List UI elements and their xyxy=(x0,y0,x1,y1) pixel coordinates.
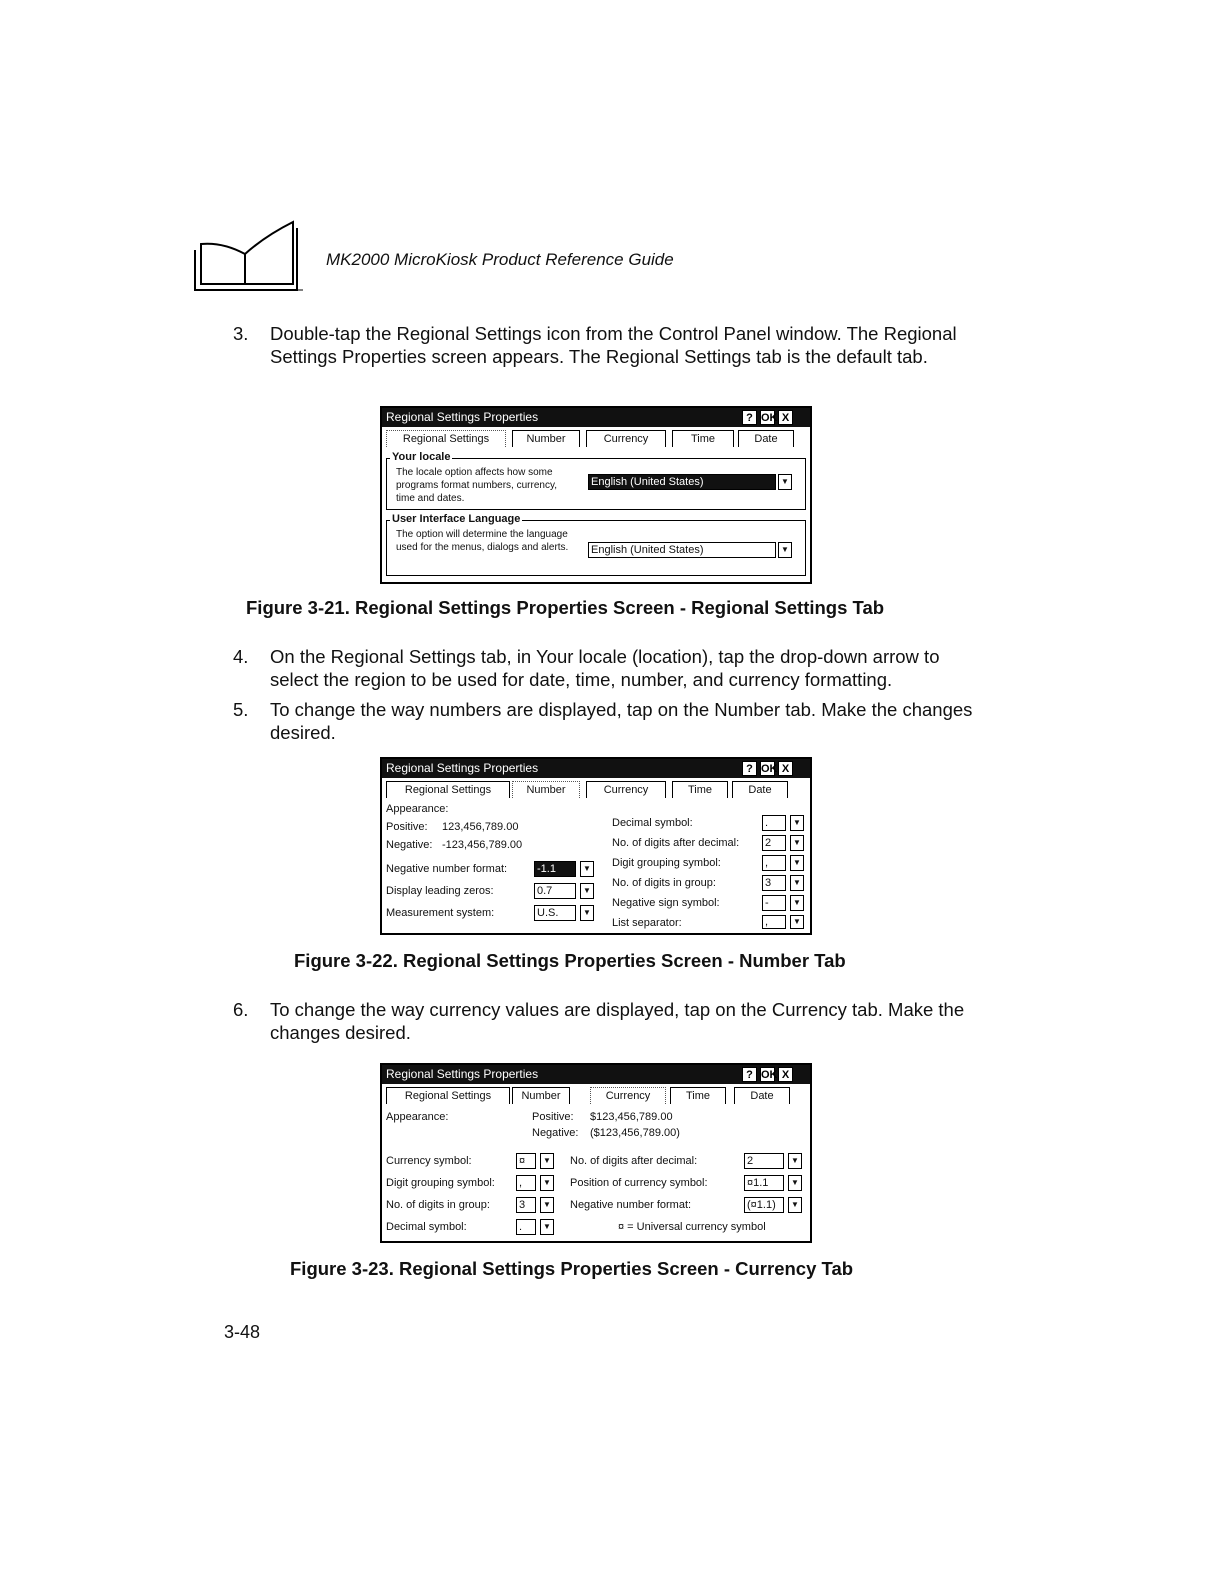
decimal-symbol-select[interactable]: . xyxy=(762,815,786,831)
chevron-down-icon[interactable]: ▼ xyxy=(540,1175,554,1191)
tab-currency[interactable]: Currency xyxy=(586,430,666,447)
ok-button[interactable]: OK xyxy=(761,412,778,424)
negative-number-format-label: Negative number format: xyxy=(386,863,508,875)
ui-language-select[interactable]: English (United States) xyxy=(588,542,776,558)
leading-zeros-label: Display leading zeros: xyxy=(386,885,494,897)
negative-sign-symbol-select[interactable]: - xyxy=(762,895,786,911)
step-4: 4. On the Regional Settings tab, in Your locale (location), tap the drop-down arrow to select the region to be used for date, time, number, and currency formatting. xyxy=(233,646,940,690)
chevron-down-icon[interactable]: ▼ xyxy=(540,1219,554,1235)
close-button[interactable]: X xyxy=(778,1067,793,1082)
chevron-down-icon[interactable]: ▼ xyxy=(790,875,804,891)
dialog-title: Regional Settings Properties xyxy=(386,761,539,775)
tab-time[interactable]: Time xyxy=(670,1087,726,1104)
leading-zeros-select[interactable]: 0.7 xyxy=(534,883,576,899)
help-button[interactable]: ? xyxy=(742,761,757,776)
list-separator-select[interactable]: , xyxy=(762,915,786,929)
locale-description: The locale option affects how some programs format numbers, currency, time and dates. xyxy=(396,467,557,504)
negative-value: -123,456,789.00 xyxy=(442,839,523,851)
chevron-down-icon[interactable]: ▼ xyxy=(778,474,792,490)
list-separator-label: List separator: xyxy=(612,917,682,929)
tab-time[interactable]: Time xyxy=(672,430,734,447)
digits-after-decimal-select[interactable]: 2 xyxy=(762,835,786,851)
chevron-down-icon[interactable]: ▼ xyxy=(540,1153,554,1169)
tab-currency[interactable]: Currency xyxy=(590,1087,666,1104)
tab-date[interactable]: Date xyxy=(734,1087,790,1104)
digit-grouping-symbol-select[interactable]: , xyxy=(516,1175,536,1191)
chevron-down-icon[interactable]: ▼ xyxy=(788,1153,802,1169)
your-locale-title: Your locale xyxy=(392,451,451,463)
currency-position-label: Position of currency symbol: xyxy=(570,1177,708,1189)
tab-regional-settings[interactable]: Regional Settings xyxy=(386,430,506,447)
negative-number-format-select[interactable]: (¤1.1) xyxy=(744,1197,784,1213)
decimal-symbol-select[interactable]: . xyxy=(516,1219,536,1235)
chevron-down-icon[interactable]: ▼ xyxy=(580,905,594,921)
tab-regional-settings[interactable]: Regional Settings xyxy=(386,1087,510,1104)
chevron-down-icon[interactable]: ▼ xyxy=(788,1175,802,1191)
close-button[interactable]: X xyxy=(778,410,793,425)
positive-value: 123,456,789.00 xyxy=(442,821,519,833)
chevron-down-icon[interactable]: ▼ xyxy=(778,542,792,558)
digits-after-decimal-select[interactable]: 2 xyxy=(744,1153,784,1169)
step-3: 3. Double-tap the Regional Settings icon from the Control Panel window. The Regional Settings Properties screen appears. The Regional Settings tab is the default tab. xyxy=(233,323,957,367)
ok-button[interactable]: OK xyxy=(761,1069,778,1081)
digits-in-group-label: No. of digits in group: xyxy=(612,877,716,889)
tab-number[interactable]: Number xyxy=(512,781,580,798)
chevron-down-icon[interactable]: ▼ xyxy=(790,855,804,871)
dialog-title: Regional Settings Properties xyxy=(386,1067,539,1081)
tab-regional-settings[interactable]: Regional Settings xyxy=(386,781,510,798)
step-6: 6. To change the way currency values are displayed, tap on the Currency tab. Make the changes desired. xyxy=(233,999,965,1043)
tab-number[interactable]: Number xyxy=(512,430,580,447)
negative-label: Negative: xyxy=(532,1127,579,1139)
measurement-system-label: Measurement system: xyxy=(386,907,495,919)
regional-settings-dialog-fig21 xyxy=(380,406,812,584)
close-button[interactable]: X xyxy=(778,761,793,776)
chevron-down-icon[interactable]: ▼ xyxy=(790,915,804,929)
chevron-down-icon[interactable]: ▼ xyxy=(540,1197,554,1213)
help-button[interactable]: ? xyxy=(742,1067,757,1082)
page-number: 3-48 xyxy=(224,1322,261,1342)
tab-time[interactable]: Time xyxy=(672,781,728,798)
negative-label: Negative: xyxy=(386,839,433,851)
decimal-symbol-label: Decimal symbol: xyxy=(612,817,693,829)
negative-value: ($123,456,789.00) xyxy=(590,1127,680,1139)
positive-label: Positive: xyxy=(386,821,428,833)
chevron-down-icon[interactable]: ▼ xyxy=(790,835,804,851)
digits-in-group-select[interactable]: 3 xyxy=(516,1197,536,1213)
digits-after-decimal-label: No. of digits after decimal: xyxy=(612,837,740,849)
positive-value: $123,456,789.00 xyxy=(590,1111,673,1123)
help-button[interactable]: ? xyxy=(742,410,757,425)
appearance-label: Appearance: xyxy=(386,803,449,815)
ui-language-title: User Interface Language xyxy=(392,513,521,525)
figure-caption-3-22: Figure 3-22. Regional Settings Properties Screen - Number Tab xyxy=(294,950,846,971)
page-header-title: MK2000 MicroKiosk Product Reference Guide xyxy=(326,250,674,269)
step-5: 5. To change the way numbers are displayed, tap on the Number tab. Make the changes desired. xyxy=(233,699,973,743)
dialog-title: Regional Settings Properties xyxy=(386,410,539,424)
figure-caption-3-23: Figure 3-23. Regional Settings Properties Screen - Currency Tab xyxy=(290,1258,854,1279)
tab-currency[interactable]: Currency xyxy=(586,781,666,798)
currency-symbol-label: Currency symbol: xyxy=(386,1155,472,1167)
currency-symbol-select[interactable]: ¤ xyxy=(516,1153,536,1169)
figure-caption-3-21: Figure 3-21. Regional Settings Properties Screen - Regional Settings Tab xyxy=(246,597,885,618)
chevron-down-icon[interactable]: ▼ xyxy=(580,861,594,877)
currency-position-select[interactable]: ¤1.1 xyxy=(744,1175,784,1191)
measurement-system-select[interactable]: U.S. xyxy=(534,905,576,921)
regional-settings-dialog-fig22 xyxy=(380,757,812,935)
tab-date[interactable]: Date xyxy=(732,781,788,798)
chevron-down-icon[interactable]: ▼ xyxy=(790,895,804,911)
negative-number-format-select[interactable]: -1.1 xyxy=(534,861,576,877)
digits-after-decimal-label: No. of digits after decimal: xyxy=(570,1155,698,1167)
regional-settings-dialog-fig23 xyxy=(380,1063,812,1243)
digits-in-group-label: No. of digits in group: xyxy=(386,1199,490,1211)
decimal-symbol-label: Decimal symbol: xyxy=(386,1221,467,1233)
appearance-label: Appearance: xyxy=(386,1111,449,1123)
chevron-down-icon[interactable]: ▼ xyxy=(790,815,804,831)
chevron-down-icon[interactable]: ▼ xyxy=(788,1197,802,1213)
digit-grouping-symbol-select[interactable]: , xyxy=(762,855,786,871)
currency-symbol-note: ¤ = Universal currency symbol xyxy=(618,1221,766,1233)
ok-button[interactable]: OK xyxy=(761,763,778,775)
tab-date[interactable]: Date xyxy=(738,430,794,447)
digits-in-group-select[interactable]: 3 xyxy=(762,875,786,891)
digit-grouping-symbol-label: Digit grouping symbol: xyxy=(612,857,721,869)
digit-grouping-symbol-label: Digit grouping symbol: xyxy=(386,1177,495,1189)
negative-sign-symbol-label: Negative sign symbol: xyxy=(612,897,720,909)
tab-number[interactable]: Number xyxy=(512,1087,570,1104)
positive-label: Positive: xyxy=(532,1111,574,1123)
ui-language-description: The option will determine the language used for the menus, dialogs and alerts. xyxy=(396,529,569,553)
open-book-icon xyxy=(193,214,303,294)
negative-number-format-label: Negative number format: xyxy=(570,1199,692,1211)
locale-select[interactable]: English (United States) xyxy=(588,474,776,490)
chevron-down-icon[interactable]: ▼ xyxy=(580,883,594,899)
